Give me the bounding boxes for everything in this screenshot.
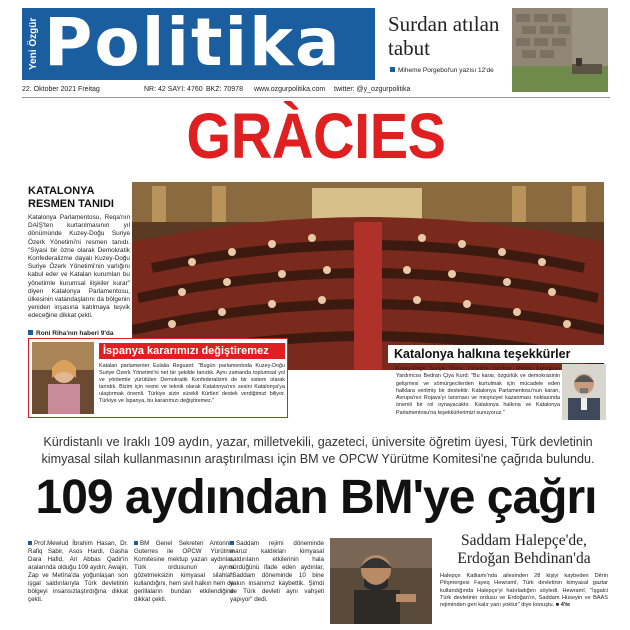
issue-bkz: BKZ: 70978 <box>206 86 243 93</box>
left-story-ref[interactable]: Roni Riha'nın haberi 9'da <box>28 330 132 337</box>
promo-title[interactable]: Surdan atılan tabut <box>388 12 500 60</box>
bottom-column-1: Prof.Mewlud İbrahim Hasan, Dr. Rafiq Sabir, Asos Hardi, Gasha Dara Hafid, Ari Abbas Qadir'in aralarında olduğu 109 aydın; Awajin, Zap ve Metîna'da yoğunlaşan son işgal saldırılarıyla Türk devletinin bölgeyi insansızlaştırdığına dikkat çekti. <box>28 540 128 603</box>
masthead-title: Politika <box>44 4 342 81</box>
saddam-body-text: Halepçe Katliamı'nda ailesinden 28 kişiyi kaybeden Dêrin Pêşmergesi Fayeq Hewramî, Türk devletinin kimyasal gazlar kullandığında Halepçe'yi hatırladığını söyledi. Hewramî, "İşgalci Türk devletinin ordusu ve Erdoğan'ın, Saddam Hüseyin ve BAAS rejiminden geri kalır yanı yoktur" diye konuştu. <box>440 573 608 609</box>
spain-box-body: Katalan parlamenter Eulalia Reguant: "Bugün parlamentoda Kuzey-Doğu Suriye Özerk Yönetimi'ni net bir şekilde tanıdık. Aynı zamanda toplumsal yol ve yöntemle yürütülen Demokratik Konfederalizmi de bir sistem olarak tanıdık. Bizim için resmi ve teknik olarak Katalonya'nın sesini Katalonya'ya ulaştırmak önemli. Türkiye sizin sürekli Kürtleri destek verdiğimizi biliyor. Türkiye ve İspanya, bu kararımızı değiştiremez." <box>99 363 285 404</box>
top-divider <box>22 97 610 98</box>
promo-credit: Miheme Porgebol'un yazısı 12'de <box>390 66 512 75</box>
saddam-ref[interactable]: ■ 4'te <box>555 602 571 609</box>
saddam-body <box>440 573 608 609</box>
graveyard-image <box>512 8 608 92</box>
bottom-column-3: Saddam rejimi döneminde maruz kaldıkları kimyasal saldırıların etkilerinin hala sürdüğünü ifade eden aydınlar, "Saddam döneminde 10 bine yakın insanımız kaybettik. Şimdi de Türk devleti aynı vahşeti yapıyor" dedi. <box>230 540 324 603</box>
second-headline[interactable]: 109 aydından BM'ye çağrı <box>35 471 597 524</box>
issue-number: NR: 42 SAYI: 4760 <box>144 86 203 93</box>
promo-photo[interactable] <box>512 8 608 92</box>
saddam-title[interactable]: Saddam Halepçe'de, Erdoğan Behdinan'da <box>457 532 591 567</box>
elder-man-image <box>330 538 432 624</box>
issue-date: 22. Oktober 2021 Freitag <box>22 86 100 93</box>
thanks-box-title[interactable]: Katalonya halkına teşekkürler <box>388 345 610 363</box>
kurd-photo <box>562 364 606 420</box>
twitter-link[interactable]: twitter: @y_ozgurpolitika <box>334 86 411 93</box>
masthead-subtitle: Yeni Özgür <box>28 17 39 71</box>
masthead-info <box>22 84 474 95</box>
thanks-box-body: Kuzey-Doğu Suriye Özerk Yönetimi Yürütme Meclisi Eşbaşkan Yardımcısı Bedran Çiya Kurd: "Bu karar, özgürlük ve demokrasinin gelişmesi ve sömürgecilerden kurtulmak için mücadele eden halklara verilmiş bir destektir. Katalonya Parlamentosu'nun kararı, Avrupa'nın Rojava'yı tanıması ve meşruiyet kazanması noktasında önemli bir rol oynayacaktır. Katalonya halkına ve Katalonya Parlamentosu'na teşekkürlerimizi sunuyoruz." <box>396 366 560 416</box>
saddam-ref-page: 4'te <box>560 602 571 609</box>
spain-box-title[interactable]: İspanya kararımızı değiştiremez <box>99 343 285 359</box>
website-link[interactable]: www.ozgurpolitika.com <box>254 86 326 93</box>
left-story-title[interactable]: KATALONYA RESMEN TANIDI <box>28 185 114 210</box>
speaker-image <box>32 342 94 414</box>
reguant-photo <box>32 342 94 414</box>
hewrami-photo <box>330 538 432 624</box>
official-image <box>562 364 606 420</box>
left-story-body: Katalonya Parlamentosu, Reqa'nın DAİŞ'ten kurtarılmasının yıl dönümünde Kuzey-Doğu Suriye Özerk Yönetimi'ni resmen tanıdı. "Siyasi bir özne olarak Demokratik Konfederalizme dayalı Kuzey-Doğu Suriye Özerk Yönetimi'nin varlığını kabul eder ve Katalan kurumları bu yönetimle kurumsal ilişkiler kurar" diyen Katalonya Parlamentosu, ülkesinin vatandaşlarını da bölgenin yeniden inşasına katılmaya teşvik edeceğine dikkat çekti. <box>28 214 130 320</box>
spain-box[interactable] <box>28 338 288 418</box>
deck-paragraph: Kürdistanlı ve Iraklı 109 aydın, yazar, milletvekili, gazeteci, üniversite öğretim üyesi, Türk devletinin kimyasal silah kullanmasının araştırılması için BM ve OPCW Yürütme Komitesi'ne çağrıda bulundu. <box>41 435 595 466</box>
bottom-column-2: BM Genel Sekreteri Antonnio Guterres ile OPCW Yürütme Komitesine mektup yazan aydınlar, Türk ordusunun ayrım gözetmeksizin kimyasal silahları kullandığını, hem sivil halkın hem de gerillaların bundan etkilendiğine dikkat çekti. <box>134 540 234 603</box>
main-headline[interactable]: GRÀCIES <box>186 100 446 172</box>
